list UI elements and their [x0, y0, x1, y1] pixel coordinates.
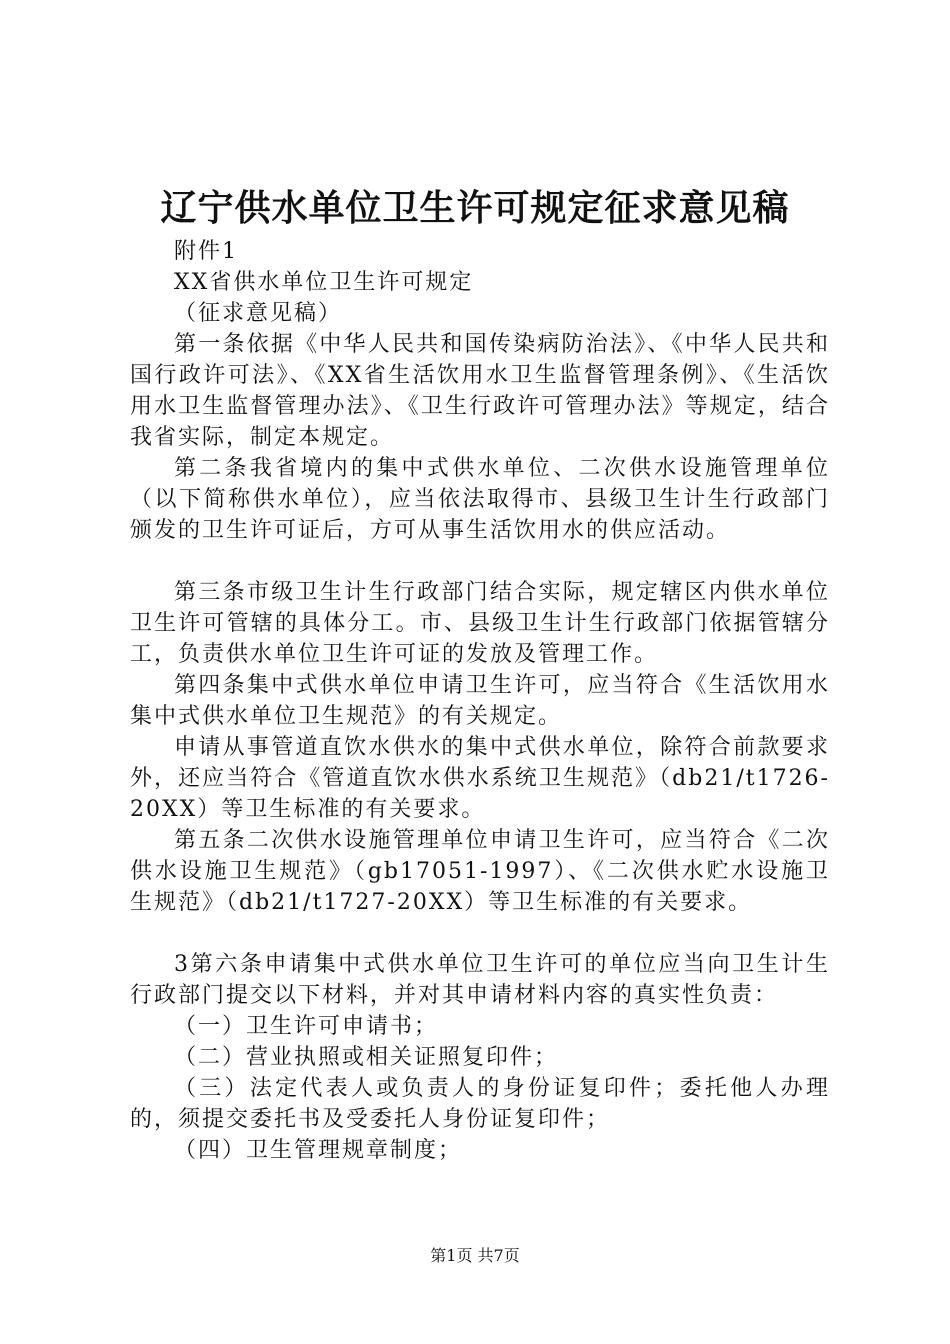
document-title: 辽宁供水单位卫生许可规定征求意见稿 [160, 187, 790, 229]
paragraph-item-3: （三）法定代表人或负责人的身份证复印件；委托他人办理的，须提交委托书及受委托人身份证复印件； [130, 1076, 830, 1132]
paragraph-article-2: 第二条我省境内的集中式供水单位、二次供水设施管理单位（以下简称供水单位），应当依法取得市、县级卫生计生行政部门颁发的卫生许可证后，方可从事生活饮用水的供应活动。 [130, 456, 830, 543]
paragraph-item-2: （二）营业执照或相关证照复印件； [174, 1045, 559, 1070]
paragraph-article-3: 第三条市级卫生计生行政部门结合实际，规定辖区内供水单位卫生许可管辖的具体分工。市、县级卫生计生行政部门依据管辖分工，负责供水单位卫生许可证的发放及管理工作。 [130, 580, 830, 667]
paragraph-attachment-label: 附件1 [174, 239, 238, 264]
paragraph-item-1: （一）卫生许可申请书； [174, 1014, 439, 1039]
paragraph-article-4: 第四条集中式供水单位申请卫生许可，应当符合《生活饮用水集中式供水单位卫生规范》的有关规定。 [130, 673, 830, 729]
paragraph-regulation-name: XX省供水单位卫生许可规定 [174, 270, 474, 295]
paragraph-article-5: 第五条二次供水设施管理单位申请卫生许可，应当符合《二次供水设施卫生规范》（gb17051-1997）、《二次供水贮水设施卫生规范》（db21/t1727-20XX）等卫生标准的有关要求。 [130, 828, 830, 915]
paragraph-article-6: 3第六条申请集中式供水单位卫生许可的单位应当向卫生计生行政部门提交以下材料，并对其申请材料内容的真实性负责： [130, 952, 830, 1008]
page-footer: 第1页 共7页 [430, 1246, 520, 1265]
paragraph-item-4: （四）卫生管理规章制度； [174, 1138, 463, 1163]
paragraph-article-1: 第一条依据《中华人民共和国传染病防治法》、《中华人民共和国行政许可法》、《XX省生活饮用水卫生监督管理条例》、《生活饮用水卫生监督管理办法》、《卫生行政许可管理办法》等规定，结合我省实际，制定本规定。 [130, 332, 830, 450]
document-body [130, 236, 830, 1166]
paragraph-article-4-cont: 申请从事管道直饮水供水的集中式供水单位，除符合前款要求外，还应当符合《管道直饮水供水系统卫生规范》（db21/t1726-20XX）等卫生标准的有关要求。 [130, 735, 830, 822]
paragraph-draft-note: （征求意见稿） [174, 301, 343, 326]
